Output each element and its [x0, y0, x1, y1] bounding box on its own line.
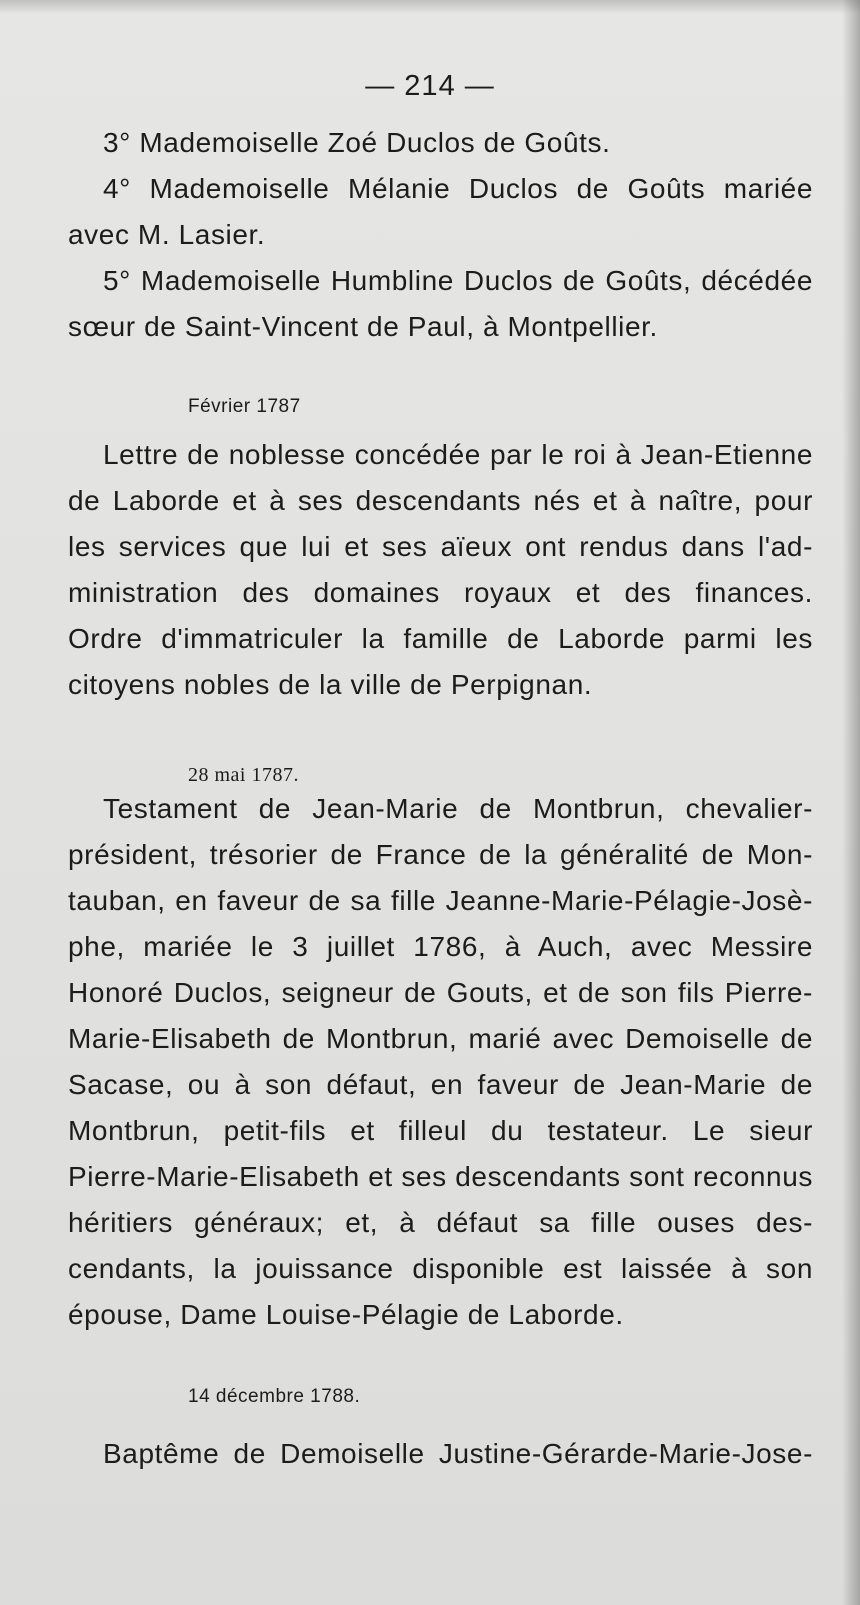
- paragraph-line: Montbrun, petit-fils et filleul du testateur. Le sieur: [68, 1115, 813, 1146]
- paragraph-line: Testament de Jean-Marie de Montbrun, chevalier-: [103, 793, 813, 824]
- paragraph-line: Honoré Duclos, seigneur de Gouts, et de son fils Pierre-: [68, 977, 813, 1008]
- paragraph-line: Ordre d'immatriculer la famille de Laborde parmi les: [68, 623, 813, 654]
- paragraph-bapteme: [68, 1431, 813, 1477]
- list-item-continuation: avec M. Lasier.: [68, 219, 266, 250]
- section-date: 14 décembre 1788.: [188, 1386, 361, 1407]
- page-top-shadow: [0, 0, 860, 14]
- list-item: 3° Mademoiselle Zoé Duclos de Goûts.: [103, 127, 611, 158]
- page-edge-shadow: [842, 0, 860, 1605]
- paragraph-testament: [68, 786, 813, 1338]
- section-date: 28 mai 1787.: [188, 764, 299, 786]
- paragraph-line: ministration des domaines royaux et des finances.: [68, 577, 813, 608]
- paragraph-line: de Laborde et à ses descendants nés et à naître, pour: [68, 485, 813, 516]
- paragraph-line: Baptême de Demoiselle Justine-Gérarde-Marie-Jose-: [103, 1438, 813, 1469]
- page-number: — 214 —: [365, 70, 495, 102]
- paragraph-line: Marie-Elisabeth de Montbrun, marié avec Demoiselle de: [68, 1023, 813, 1054]
- paragraph-line: cendants, la jouissance disponible est laissée à son: [68, 1253, 813, 1284]
- paragraph-line: phe, mariée le 3 juillet 1786, à Auch, avec Messire: [68, 931, 813, 962]
- paragraph-line: Pierre-Marie-Elisabeth et ses descendants sont reconnus: [68, 1161, 813, 1192]
- paragraph-line: président, trésorier de France de la généralité de Mon-: [68, 839, 813, 870]
- paragraph-lettre-de-noblesse: [68, 432, 813, 708]
- paragraph-line: héritiers généraux; et, à défaut sa fille ouses des-: [68, 1207, 813, 1238]
- paragraph-line: Sacase, ou à son défaut, en faveur de Jean-Marie de: [68, 1069, 813, 1100]
- paragraph-line: citoyens nobles de la ville de Perpignan.: [68, 669, 593, 700]
- list-item: 5° Mademoiselle Humbline Duclos de Goûts, décédée: [103, 265, 813, 296]
- paragraph-line: épouse, Dame Louise-Pélagie de Laborde.: [68, 1299, 624, 1330]
- paragraph-line: Lettre de noblesse concédée par le roi à Jean-Etienne: [103, 439, 813, 470]
- section-date: Février 1787: [188, 396, 301, 417]
- paragraph-line: tauban, en faveur de sa fille Jeanne-Marie-Pélagie-Josè-: [68, 885, 813, 916]
- heirs-list: [68, 120, 813, 350]
- list-item-continuation: sœur de Saint-Vincent de Paul, à Montpellier.: [68, 311, 658, 342]
- list-item: 4° Mademoiselle Mélanie Duclos de Goûts mariée: [103, 173, 813, 204]
- paragraph-line: les services que lui et ses aïeux ont rendus dans l'ad-: [68, 531, 813, 562]
